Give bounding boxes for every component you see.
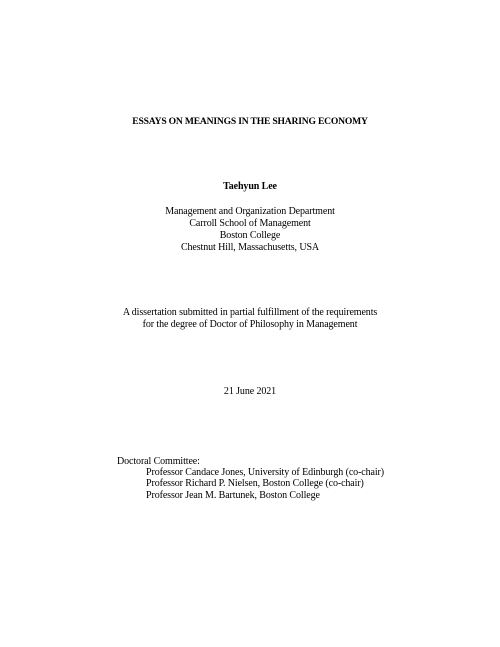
doctoral-committee: [117, 456, 384, 501]
affiliation-location: Chestnut Hill, Massachusetts, USA: [180, 242, 320, 253]
author-name-text: Taehyun Lee: [223, 181, 277, 192]
submission-date: [0, 386, 500, 398]
committee-heading: Doctoral Committee:: [117, 456, 200, 467]
committee-member: Professor Candace Jones, University of Edinburgh (co-chair): [146, 467, 385, 479]
dissertation-title: [0, 116, 500, 128]
committee-member: Professor Jean M. Bartunek, Boston College: [146, 489, 320, 501]
degree-statement-line-1: A dissertation submitted in partial fulfillment of the requirements: [122, 307, 378, 318]
author-name: [0, 181, 500, 193]
affiliation-university: Boston College: [219, 230, 281, 241]
submission-date-text: 21 June 2021: [223, 386, 277, 397]
committee-member: Professor Richard P. Nielsen, Boston College (co-chair): [146, 478, 364, 490]
degree-statement-line-2: for the degree of Doctor of Philosophy in Management: [142, 319, 358, 330]
affiliation-block: [0, 206, 500, 254]
dissertation-title-text: ESSAYS ON MEANINGS IN THE SHARING ECONOMY: [132, 116, 368, 127]
affiliation-school: Carroll School of Management: [189, 218, 311, 229]
degree-statement: [0, 307, 500, 331]
affiliation-department: Management and Organization Department: [165, 206, 335, 217]
